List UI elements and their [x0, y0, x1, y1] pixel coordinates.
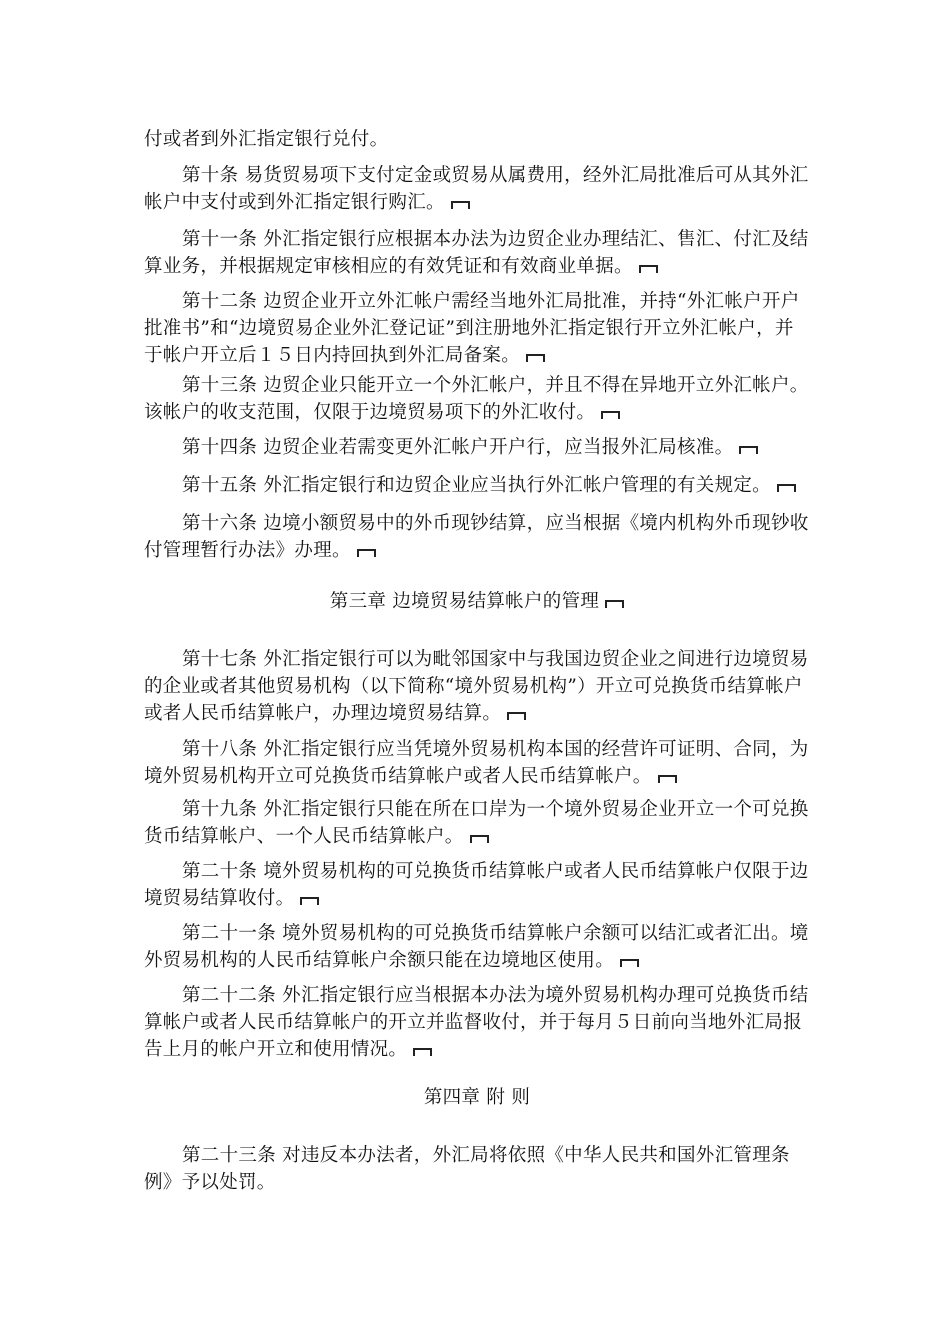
article-14: 第十四条 边贸企业若需变更外汇帐户开户行，应当报外汇局核准。 — [144, 434, 810, 461]
paragraph-mark-icon — [620, 959, 639, 967]
paragraph-mark-icon — [605, 600, 624, 608]
paragraph-mark-icon — [777, 484, 796, 492]
chapter-3-heading: 第三章 边境贸易结算帐户的管理 — [144, 588, 810, 615]
article-19: 第十九条 外汇指定银行只能在所在口岸为一个境外贸易企业开立一个可兑换货币结算帐户、一个人民币结算帐户。 — [144, 799, 809, 847]
paragraph-mark-icon — [658, 775, 677, 783]
article-12: 第十二条 边贸企业开立外汇帐户需经当地外汇局批准，并持“外汇帐户开户批准书”和“边境贸易企业外汇登记证”到注册地外汇指定银行开立外汇帐户，并于帐户开立后１５日内持回执到外汇局备案。 — [144, 291, 800, 366]
article-10: 第十条 易货贸易项下支付定金或贸易从属费用，经外汇局批准后可从其外汇帐户中支付或到外汇指定银行购汇。 — [144, 165, 809, 213]
article-16: 第十六条 边境小额贸易中的外币现钞结算，应当根据《境内机构外币现钞收付管理暂行办法》办理。 — [144, 513, 809, 561]
paragraph-mark-icon — [507, 712, 526, 720]
article-15: 第十五条 外汇指定银行和边贸企业应当执行外汇帐户管理的有关规定。 — [144, 472, 810, 499]
paragraph-mark-icon — [413, 1048, 432, 1056]
paragraph-mark-icon — [526, 354, 545, 362]
paragraph-mark-icon — [470, 835, 489, 843]
paragraph-mark-icon — [451, 201, 470, 209]
article-17: 第十七条 外汇指定银行可以为毗邻国家中与我国边贸企业之间进行边境贸易的企业或者其他贸易机构（以下简称“境外贸易机构”）开立可兑换货币结算帐户或者人民币结算帐户，办理边境贸易结算。 — [144, 649, 809, 724]
article-20: 第二十条 境外贸易机构的可兑换货币结算帐户或者人民币结算帐户仅限于边境贸易结算收付。 — [144, 861, 809, 909]
chapter-4-heading: 第四章 附 则 — [423, 1087, 531, 1108]
article-18: 第十八条 外汇指定银行应当凭境外贸易机构本国的经营许可证明、合同，为境外贸易机构开立可兑换货币结算帐户或者人民币结算帐户。 — [144, 739, 809, 787]
paragraph-mark-icon — [300, 897, 319, 905]
article-21: 第二十一条 境外贸易机构的可兑换货币结算帐户余额可以结汇或者汇出。境外贸易机构的人民币结算帐户余额只能在边境地区使用。 — [144, 923, 809, 971]
article-22: 第二十二条 外汇指定银行应当根据本办法为境外贸易机构办理可兑换货币结算帐户或者人民币结算帐户的开立并监督收付，并于每月５日前向当地外汇局报告上月的帐户开立和使用情况。 — [144, 985, 809, 1060]
paragraph-mark-icon — [639, 265, 658, 273]
article-11: 第十一条 外汇指定银行应根据本办法为边贸企业办理结汇、售汇、付汇及结算业务，并根据规定审核相应的有效凭证和有效商业单据。 — [144, 229, 809, 277]
article-23: 第二十三条 对违反本办法者，外汇局将依照《中华人民共和国外汇管理条例》予以处罚。 — [144, 1145, 790, 1193]
paragraph-mark-icon — [357, 549, 376, 557]
paragraph-mark-icon — [739, 446, 758, 454]
paragraph-mark-icon — [601, 411, 620, 419]
paragraph-continuation: 付或者到外汇指定银行兑付。 — [144, 129, 389, 150]
article-13: 第十三条 边贸企业只能开立一个外汇帐户，并且不得在异地开立外汇帐户。该帐户的收支范围，仅限于边境贸易项下的外汇收付。 — [144, 375, 809, 423]
